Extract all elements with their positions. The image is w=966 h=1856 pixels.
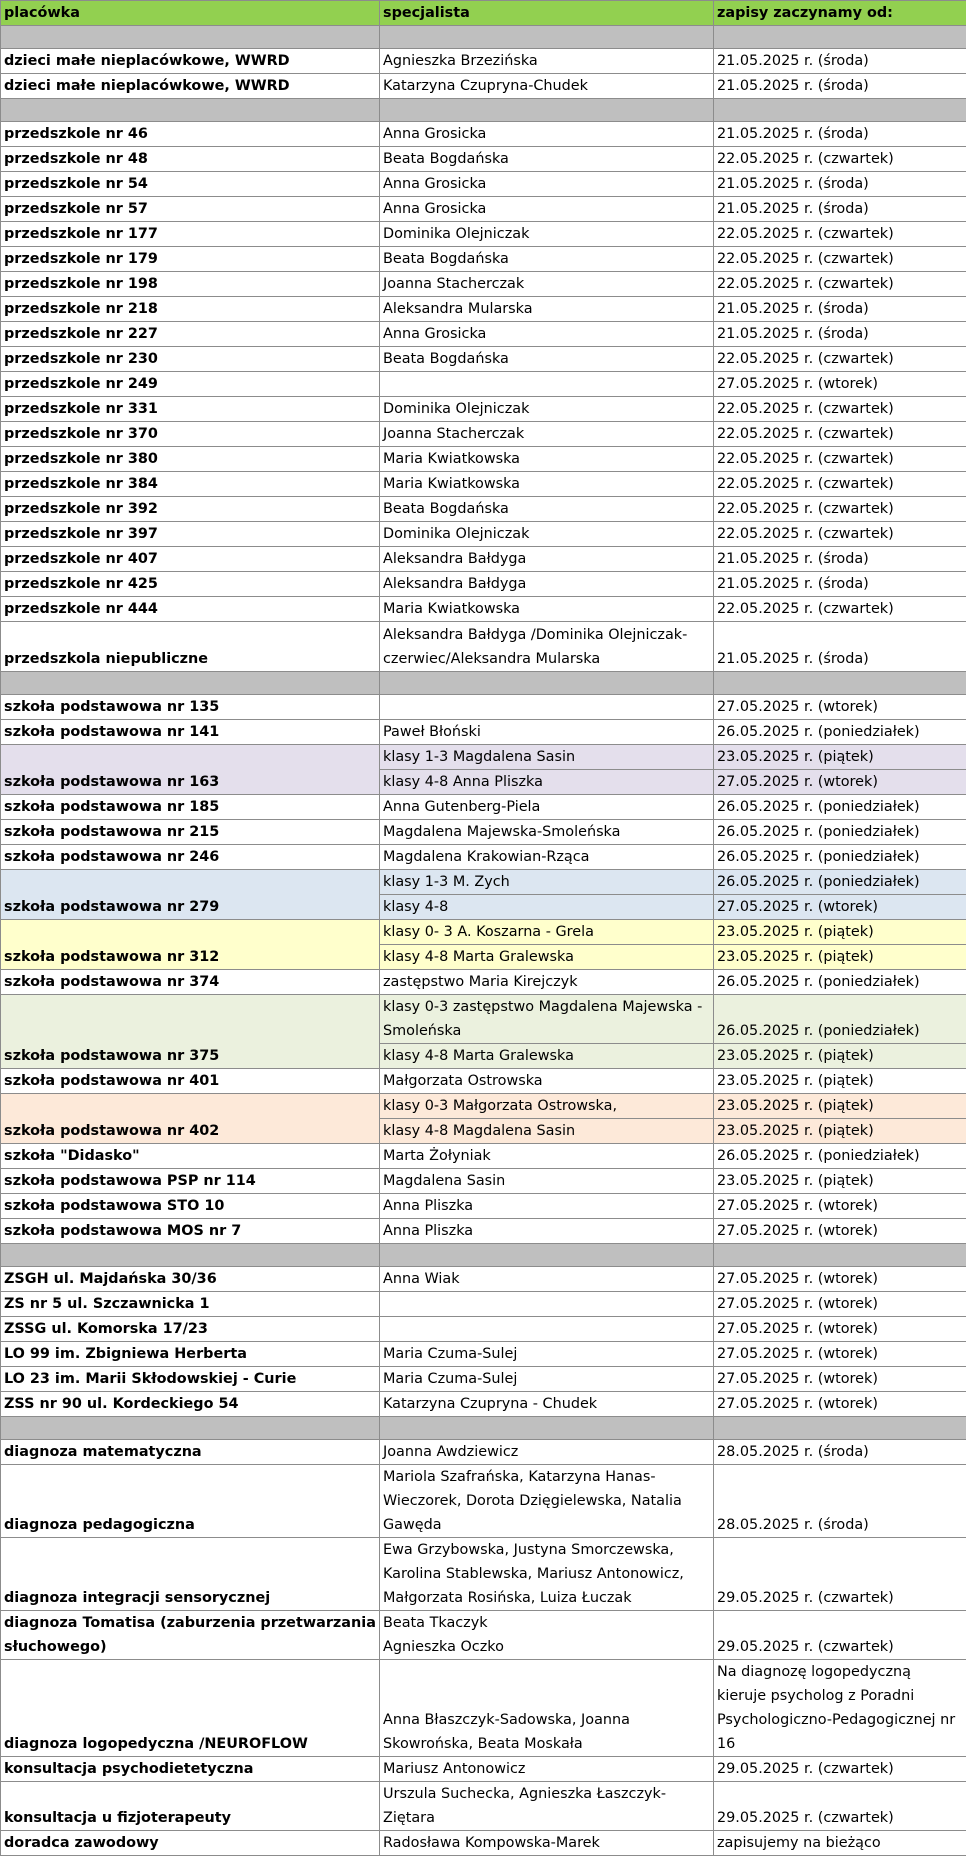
- table-row: [1, 397, 966, 422]
- separator-cell: [714, 1244, 966, 1267]
- facility-name: szkoła podstawowa MOS nr 7: [1, 1219, 380, 1244]
- table-row: [1, 49, 966, 74]
- facility-name: przedszkole nr 249: [1, 372, 380, 397]
- enrollment-date-cell: 23.05.2025 r. (piątek): [714, 1044, 966, 1069]
- table-row: [1, 172, 966, 197]
- specialist-cell: Joanna Awdziewicz: [380, 1440, 714, 1465]
- specialist-cell: klasy 0- 3 A. Koszarna - Grela: [380, 920, 714, 945]
- enrollment-date-cell: 27.05.2025 r. (wtorek): [714, 1219, 966, 1244]
- facility-name: szkoła podstawowa nr 401: [1, 1069, 380, 1094]
- table-row: [1, 572, 966, 597]
- separator-cell: [380, 1244, 714, 1267]
- enrollment-date-cell: 21.05.2025 r. (środa): [714, 322, 966, 347]
- enrollment-date-cell: 27.05.2025 r. (wtorek): [714, 1292, 966, 1317]
- enrollment-date-cell: 26.05.2025 r. (poniedziałek): [714, 870, 966, 895]
- facility-name: konsultacja psychodietetyczna: [1, 1757, 380, 1782]
- specialist-cell: Anna Grosicka: [380, 197, 714, 222]
- enrollment-date-cell: zapisujemy na bieżąco: [714, 1831, 966, 1856]
- table-row: [1, 1538, 966, 1611]
- section-separator-row: [1, 672, 966, 695]
- specialist-cell: Maria Kwiatkowska: [380, 472, 714, 497]
- facility-name: szkoła "Didasko": [1, 1144, 380, 1169]
- separator-cell: [1, 1417, 380, 1440]
- facility-name: przedszkole nr 407: [1, 547, 380, 572]
- specialist-cell: klasy 4-8: [380, 895, 714, 920]
- specialist-cell: klasy 4-8 Marta Gralewska: [380, 1044, 714, 1069]
- facility-name: przedszkole nr 370: [1, 422, 380, 447]
- specialist-cell: Paweł Błoński: [380, 720, 714, 745]
- enrollment-date-cell: 21.05.2025 r. (środa): [714, 297, 966, 322]
- facility-name: przedszkole nr 392: [1, 497, 380, 522]
- specialist-cell: Maria Czuma-Sulej: [380, 1367, 714, 1392]
- table-row: [1, 422, 966, 447]
- enrollment-date-cell: 23.05.2025 r. (piątek): [714, 745, 966, 770]
- specialist-cell: Dominika Olejniczak: [380, 522, 714, 547]
- separator-cell: [714, 672, 966, 695]
- enrollment-date-cell: 26.05.2025 r. (poniedziałek): [714, 845, 966, 870]
- enrollment-date-cell: 23.05.2025 r. (piątek): [714, 1169, 966, 1194]
- enrollment-date-cell: 21.05.2025 r. (środa): [714, 172, 966, 197]
- specialist-cell: Anna Grosicka: [380, 122, 714, 147]
- table-row: [1, 147, 966, 172]
- section-separator-row: [1, 26, 966, 49]
- separator-cell: [1, 26, 380, 49]
- specialist-cell: [380, 1317, 714, 1342]
- facility-name: diagnoza logopedyczna /NEUROFLOW: [1, 1660, 380, 1757]
- table-row: [1, 745, 966, 770]
- enrollment-date-cell: 27.05.2025 r. (wtorek): [714, 1317, 966, 1342]
- table-row: [1, 845, 966, 870]
- enrollment-date-cell: 29.05.2025 r. (czwartek): [714, 1757, 966, 1782]
- facility-name: szkoła podstawowa nr 141: [1, 720, 380, 745]
- enrollment-date-cell: 29.05.2025 r. (czwartek): [714, 1782, 966, 1831]
- facility-name: szkoła podstawowa nr 163: [1, 745, 380, 795]
- enrollment-date-cell: 27.05.2025 r. (wtorek): [714, 895, 966, 920]
- specialist-cell: [380, 372, 714, 397]
- enrollment-date-cell: 21.05.2025 r. (środa): [714, 622, 966, 672]
- specialist-cell: Beata Bogdańska: [380, 147, 714, 172]
- table-row: [1, 1219, 966, 1244]
- table-row: [1, 1782, 966, 1831]
- specialist-cell: Agnieszka Brzezińska: [380, 49, 714, 74]
- table-row: [1, 497, 966, 522]
- enrollment-date-cell: 23.05.2025 r. (piątek): [714, 920, 966, 945]
- facility-name: ZSS nr 90 ul. Kordeckiego 54: [1, 1392, 380, 1417]
- specialist-cell: Urszula Suchecka, Agnieszka Łaszczyk-Ziętara: [380, 1782, 714, 1831]
- specialist-cell: klasy 0-3 Małgorzata Ostrowska,: [380, 1094, 714, 1119]
- enrollment-date-cell: 22.05.2025 r. (czwartek): [714, 422, 966, 447]
- table-row: [1, 970, 966, 995]
- facility-name: dzieci małe nieplacówkowe, WWRD: [1, 74, 380, 99]
- enrollment-date-cell: 21.05.2025 r. (środa): [714, 572, 966, 597]
- facility-name: przedszkole nr 384: [1, 472, 380, 497]
- table-row: [1, 1660, 966, 1757]
- specialist-cell: Marta Żołyniak: [380, 1144, 714, 1169]
- separator-cell: [1, 99, 380, 122]
- specialist-cell: Magdalena Sasin: [380, 1169, 714, 1194]
- enrollment-date-cell: 22.05.2025 r. (czwartek): [714, 447, 966, 472]
- specialist-cell: Maria Kwiatkowska: [380, 597, 714, 622]
- enrollment-date-cell: 22.05.2025 r. (czwartek): [714, 597, 966, 622]
- facility-name: przedszkole nr 218: [1, 297, 380, 322]
- facility-name: przedszkole nr 46: [1, 122, 380, 147]
- table-row: [1, 1069, 966, 1094]
- specialist-cell: Maria Czuma-Sulej: [380, 1342, 714, 1367]
- table-row: [1, 1465, 966, 1538]
- facility-name: diagnoza integracji sensorycznej: [1, 1538, 380, 1611]
- enrollment-date-cell: 29.05.2025 r. (czwartek): [714, 1611, 966, 1660]
- specialist-cell: Dominika Olejniczak: [380, 222, 714, 247]
- facility-name: ZSGH ul. Majdańska 30/36: [1, 1267, 380, 1292]
- specialist-cell: Anna Pliszka: [380, 1194, 714, 1219]
- facility-name: przedszkole nr 57: [1, 197, 380, 222]
- enrollment-date-cell: 26.05.2025 r. (poniedziałek): [714, 795, 966, 820]
- enrollment-date-cell: 27.05.2025 r. (wtorek): [714, 770, 966, 795]
- enrollment-date-cell: 22.05.2025 r. (czwartek): [714, 497, 966, 522]
- specialist-cell: Beata Tkaczyk Agnieszka Oczko: [380, 1611, 714, 1660]
- table-row: [1, 1831, 966, 1856]
- specialist-cell: Aleksandra Bałdyga /Dominika Olejniczak-czerwiec/Aleksandra Mularska: [380, 622, 714, 672]
- enrollment-date-cell: 21.05.2025 r. (środa): [714, 547, 966, 572]
- separator-cell: [380, 26, 714, 49]
- specialist-cell: Aleksandra Bałdyga: [380, 572, 714, 597]
- enrollment-date-cell: 23.05.2025 r. (piątek): [714, 945, 966, 970]
- section-separator-row: [1, 1417, 966, 1440]
- specialist-cell: Aleksandra Mularska: [380, 297, 714, 322]
- specialist-cell: Beata Bogdańska: [380, 347, 714, 372]
- header-col-placowka: placówka: [1, 1, 380, 26]
- table-row: [1, 1367, 966, 1392]
- facility-name: szkoła podstawowa nr 402: [1, 1094, 380, 1144]
- specialist-cell: Radosława Kompowska-Marek: [380, 1831, 714, 1856]
- facility-name: przedszkole nr 48: [1, 147, 380, 172]
- table-row: [1, 347, 966, 372]
- facility-name: diagnoza pedagogiczna: [1, 1465, 380, 1538]
- enrollment-date-cell: 26.05.2025 r. (poniedziałek): [714, 1144, 966, 1169]
- specialist-cell: Joanna Stacherczak: [380, 272, 714, 297]
- specialist-cell: Dominika Olejniczak: [380, 397, 714, 422]
- enrollment-date-cell: 22.05.2025 r. (czwartek): [714, 347, 966, 372]
- facility-name: szkoła podstawowa STO 10: [1, 1194, 380, 1219]
- enrollment-date-cell: 23.05.2025 r. (piątek): [714, 1094, 966, 1119]
- separator-cell: [380, 672, 714, 695]
- enrollment-date-cell: 27.05.2025 r. (wtorek): [714, 1367, 966, 1392]
- facility-name: przedszkole nr 230: [1, 347, 380, 372]
- table-row: [1, 820, 966, 845]
- section-separator-row: [1, 1244, 966, 1267]
- specialist-cell: Beata Bogdańska: [380, 247, 714, 272]
- specialist-cell: Katarzyna Czupryna-Chudek: [380, 74, 714, 99]
- enrollment-date-cell: 27.05.2025 r. (wtorek): [714, 1267, 966, 1292]
- enrollment-date-cell: 26.05.2025 r. (poniedziałek): [714, 995, 966, 1044]
- table-row: [1, 1342, 966, 1367]
- separator-cell: [1, 672, 380, 695]
- specialist-cell: Mariusz Antonowicz: [380, 1757, 714, 1782]
- enrollment-date-cell: 22.05.2025 r. (czwartek): [714, 222, 966, 247]
- facility-name: przedszkole nr 425: [1, 572, 380, 597]
- table-row: [1, 1144, 966, 1169]
- enrollment-date-cell: 29.05.2025 r. (czwartek): [714, 1538, 966, 1611]
- table-row: [1, 1292, 966, 1317]
- facility-name: przedszkole nr 198: [1, 272, 380, 297]
- enrollment-date-cell: 27.05.2025 r. (wtorek): [714, 372, 966, 397]
- enrollment-date-cell: 22.05.2025 r. (czwartek): [714, 472, 966, 497]
- enrollment-date-cell: 26.05.2025 r. (poniedziałek): [714, 970, 966, 995]
- specialist-cell: Beata Bogdańska: [380, 497, 714, 522]
- enrollment-date-cell: 26.05.2025 r. (poniedziałek): [714, 720, 966, 745]
- table-row: [1, 472, 966, 497]
- facility-name: szkoła podstawowa nr 135: [1, 695, 380, 720]
- table-row: [1, 197, 966, 222]
- table-row: [1, 1169, 966, 1194]
- separator-cell: [714, 99, 966, 122]
- table-row: [1, 1440, 966, 1465]
- specialist-cell: Ewa Grzybowska, Justyna Smorczewska, Karolina Stablewska, Mariusz Antonowicz, Małgorzata Rosińska, Luiza Łuczak: [380, 1538, 714, 1611]
- specialist-cell: [380, 695, 714, 720]
- specialist-cell: Maria Kwiatkowska: [380, 447, 714, 472]
- enrollment-date-cell: 22.05.2025 r. (czwartek): [714, 397, 966, 422]
- enrollment-date-cell: 21.05.2025 r. (środa): [714, 122, 966, 147]
- enrollment-date-cell: 21.05.2025 r. (środa): [714, 197, 966, 222]
- facility-name: doradca zawodowy: [1, 1831, 380, 1856]
- table-row: [1, 222, 966, 247]
- specialist-cell: Aleksandra Bałdyga: [380, 547, 714, 572]
- header-col-specjalista: specjalista: [380, 1, 714, 26]
- table-row: [1, 1757, 966, 1782]
- table-row: [1, 522, 966, 547]
- table-row: [1, 247, 966, 272]
- enrollment-date-cell: Na diagnozę logopedyczną kieruje psycholog z Poradni Psychologiczno-Pedagogicznej nr 16: [714, 1660, 966, 1757]
- enrollment-date-cell: 27.05.2025 r. (wtorek): [714, 1342, 966, 1367]
- facility-name: ZS nr 5 ul. Szczawnicka 1: [1, 1292, 380, 1317]
- table-row: [1, 272, 966, 297]
- specialist-cell: Mariola Szafrańska, Katarzyna Hanas-Wieczorek, Dorota Dzięgielewska, Natalia Gawęda: [380, 1465, 714, 1538]
- specialist-cell: Anna Wiak: [380, 1267, 714, 1292]
- facility-name: szkoła podstawowa nr 279: [1, 870, 380, 920]
- table-row: [1, 795, 966, 820]
- separator-cell: [380, 99, 714, 122]
- facility-name: szkoła podstawowa nr 374: [1, 970, 380, 995]
- facility-name: przedszkole nr 177: [1, 222, 380, 247]
- specialist-cell: Anna Grosicka: [380, 172, 714, 197]
- table-row: [1, 547, 966, 572]
- facility-name: przedszkole nr 444: [1, 597, 380, 622]
- specialist-cell: Anna Grosicka: [380, 322, 714, 347]
- specialist-cell: zastępstwo Maria Kirejczyk: [380, 970, 714, 995]
- table-row: [1, 1094, 966, 1119]
- specialist-cell: Anna Błaszczyk-Sadowska, Joanna Skowrońska, Beata Moskała: [380, 1660, 714, 1757]
- facility-name: diagnoza Tomatisa (zaburzenia przetwarzania słuchowego): [1, 1611, 380, 1660]
- table-row: [1, 720, 966, 745]
- table-row: [1, 372, 966, 397]
- specialist-cell: Anna Gutenberg-Piela: [380, 795, 714, 820]
- specialist-cell: Magdalena Krakowian-Rząca: [380, 845, 714, 870]
- facility-name: LO 99 im. Zbigniewa Herberta: [1, 1342, 380, 1367]
- facility-name: LO 23 im. Marii Skłodowskiej - Curie: [1, 1367, 380, 1392]
- section-separator-row: [1, 99, 966, 122]
- separator-cell: [1, 1244, 380, 1267]
- enrollment-date-cell: 21.05.2025 r. (środa): [714, 49, 966, 74]
- table-row: [1, 870, 966, 895]
- enrollment-date-cell: 22.05.2025 r. (czwartek): [714, 272, 966, 297]
- facility-name: przedszkole nr 397: [1, 522, 380, 547]
- enrollment-date-cell: 27.05.2025 r. (wtorek): [714, 695, 966, 720]
- facility-name: dzieci małe nieplacówkowe, WWRD: [1, 49, 380, 74]
- enrollment-date-cell: 23.05.2025 r. (piątek): [714, 1119, 966, 1144]
- enrollment-date-cell: 23.05.2025 r. (piątek): [714, 1069, 966, 1094]
- specialist-cell: Małgorzata Ostrowska: [380, 1069, 714, 1094]
- facility-name: przedszkole nr 331: [1, 397, 380, 422]
- specialist-cell: Magdalena Majewska-Smoleńska: [380, 820, 714, 845]
- table-row: [1, 74, 966, 99]
- facility-name: przedszkole nr 179: [1, 247, 380, 272]
- facility-name: konsultacja u fizjoterapeuty: [1, 1782, 380, 1831]
- specialist-cell: Joanna Stacherczak: [380, 422, 714, 447]
- table-row: [1, 322, 966, 347]
- facility-name: przedszkole nr 227: [1, 322, 380, 347]
- table-row: [1, 1611, 966, 1660]
- header-row: [1, 1, 966, 26]
- separator-cell: [714, 26, 966, 49]
- specialist-cell: klasy 1-3 M. Zych: [380, 870, 714, 895]
- table-row: [1, 920, 966, 945]
- specialist-cell: klasy 4-8 Anna Pliszka: [380, 770, 714, 795]
- table-row: [1, 1317, 966, 1342]
- enrollment-date-cell: 27.05.2025 r. (wtorek): [714, 1392, 966, 1417]
- table-row: [1, 122, 966, 147]
- specialist-cell: Anna Pliszka: [380, 1219, 714, 1244]
- table-row: [1, 1392, 966, 1417]
- facility-name: szkoła podstawowa nr 246: [1, 845, 380, 870]
- enrollment-date-cell: 22.05.2025 r. (czwartek): [714, 247, 966, 272]
- table-row: [1, 695, 966, 720]
- table-row: [1, 297, 966, 322]
- table-row: [1, 447, 966, 472]
- table-row: [1, 597, 966, 622]
- specialist-cell: klasy 4-8 Magdalena Sasin: [380, 1119, 714, 1144]
- enrollment-date-cell: 22.05.2025 r. (czwartek): [714, 522, 966, 547]
- specialist-cell: klasy 0-3 zastępstwo Magdalena Majewska - Smoleńska: [380, 995, 714, 1044]
- enrollment-date-cell: 26.05.2025 r. (poniedziałek): [714, 820, 966, 845]
- facility-name: diagnoza matematyczna: [1, 1440, 380, 1465]
- table-row: [1, 995, 966, 1044]
- header-col-zapisy: zapisy zaczynamy od:: [714, 1, 966, 26]
- enrollment-date-cell: 28.05.2025 r. (środa): [714, 1440, 966, 1465]
- facility-name: przedszkole nr 380: [1, 447, 380, 472]
- separator-cell: [714, 1417, 966, 1440]
- specialist-cell: klasy 1-3 Magdalena Sasin: [380, 745, 714, 770]
- table-row: [1, 622, 966, 672]
- enrollment-date-cell: 27.05.2025 r. (wtorek): [714, 1194, 966, 1219]
- facility-name: szkoła podstawowa nr 215: [1, 820, 380, 845]
- specialist-cell: klasy 4-8 Marta Gralewska: [380, 945, 714, 970]
- enrollment-date-cell: 22.05.2025 r. (czwartek): [714, 147, 966, 172]
- facility-name: szkoła podstawowa nr 375: [1, 995, 380, 1069]
- facility-name: szkoła podstawowa nr 185: [1, 795, 380, 820]
- facility-name: ZSSG ul. Komorska 17/23: [1, 1317, 380, 1342]
- enrollment-date-cell: 21.05.2025 r. (środa): [714, 74, 966, 99]
- facility-name: szkoła podstawowa PSP nr 114: [1, 1169, 380, 1194]
- table-row: [1, 1267, 966, 1292]
- facility-name: przedszkola niepubliczne: [1, 622, 380, 672]
- specialist-cell: [380, 1292, 714, 1317]
- table-row: [1, 1194, 966, 1219]
- separator-cell: [380, 1417, 714, 1440]
- specialist-cell: Katarzyna Czupryna - Chudek: [380, 1392, 714, 1417]
- enrollment-date-cell: 28.05.2025 r. (środa): [714, 1465, 966, 1538]
- facility-name: przedszkole nr 54: [1, 172, 380, 197]
- facility-name: szkoła podstawowa nr 312: [1, 920, 380, 970]
